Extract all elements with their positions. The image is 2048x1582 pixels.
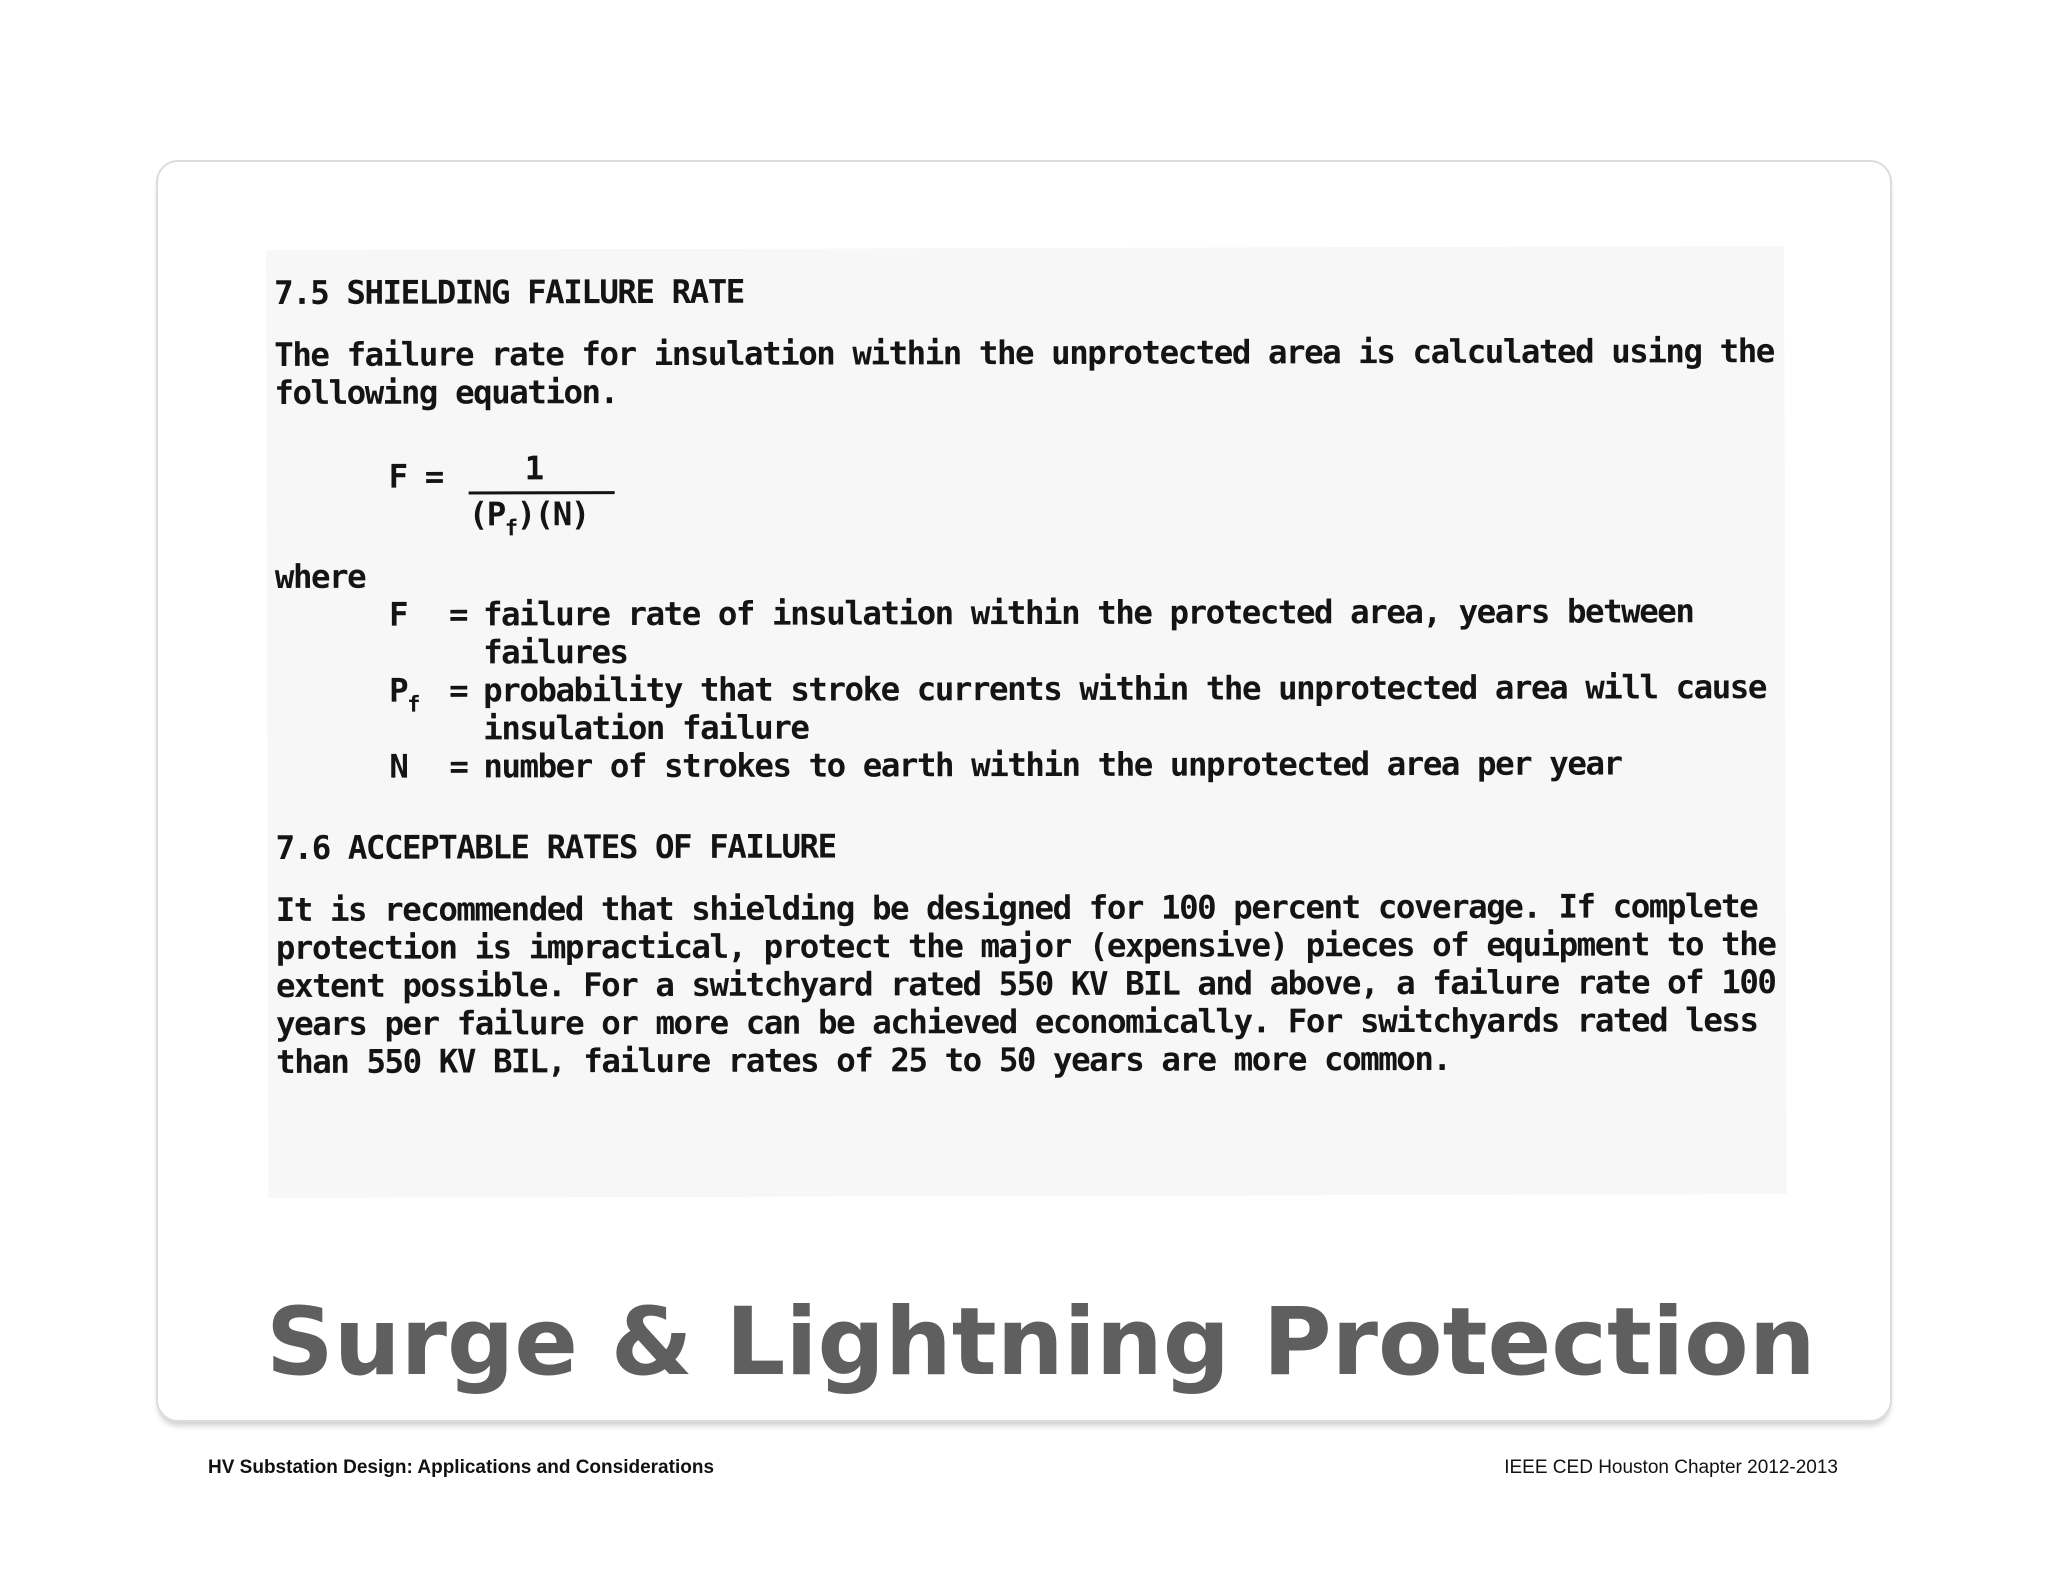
definition-Pf	[389, 668, 1775, 748]
definition-equals: =	[448, 595, 468, 634]
denominator-subscript: f	[504, 516, 517, 542]
footer-course-title: HV Substation Design: Applications and Considerations	[208, 1457, 715, 1478]
definition-text: failure rate of insulation within the protected area, years between failures	[482, 592, 1694, 672]
section-heading-7-6: 7.6 ACCEPTABLE RATES OF FAILURE	[275, 827, 836, 867]
definition-equals: =	[449, 671, 468, 710]
definition-symbol: F	[388, 595, 408, 634]
definition-text: probability that stroke currents within the unprotected area will cause insulation failure	[483, 668, 1766, 748]
footer-chapter: IEEE CED Houston Chapter 2012-2013	[1504, 1457, 1838, 1478]
formula-lhs: F =	[388, 457, 443, 496]
slide-title: Surge & Lightning Protection	[266, 1288, 1816, 1397]
where-label: where	[274, 557, 366, 596]
intro-paragraph: The failure rate for insulation within the unprotected area is calculated using the following equation.	[274, 332, 1774, 412]
definition-text: number of strokes to earth within the unprotected area per year	[483, 744, 1622, 786]
failure-rate-formula	[389, 446, 1775, 558]
definitions-list	[389, 592, 1776, 791]
denominator-open: (P	[468, 495, 505, 534]
fraction-bar	[469, 491, 615, 494]
section-7-6-paragraph: It is recommended that shielding be designed for 100 percent coverage. If complete protection is impractical, protect the major (expensive) pieces of equipment to the extent possible. For a switchyard rated 550 KV BIL and above, a failure rate of 100 years per failure or more can be achieved economically. For switchyards rated less than 550 KV BIL, failure rates of 25 to 50 years are more common.	[275, 887, 1776, 1081]
definition-symbol: $P_f$	[389, 671, 420, 718]
definition-equals: =	[449, 747, 468, 786]
scanned-excerpt	[266, 246, 1786, 1198]
formula-numerator: 1	[524, 449, 543, 488]
definition-F	[389, 592, 1775, 672]
denominator-close: )(N)	[516, 495, 589, 534]
formula-denominator	[468, 495, 589, 542]
definition-N	[389, 744, 1775, 791]
definition-symbol: N	[389, 747, 408, 786]
section-heading-7-5: 7.5 SHIELDING FAILURE RATE	[274, 272, 744, 312]
